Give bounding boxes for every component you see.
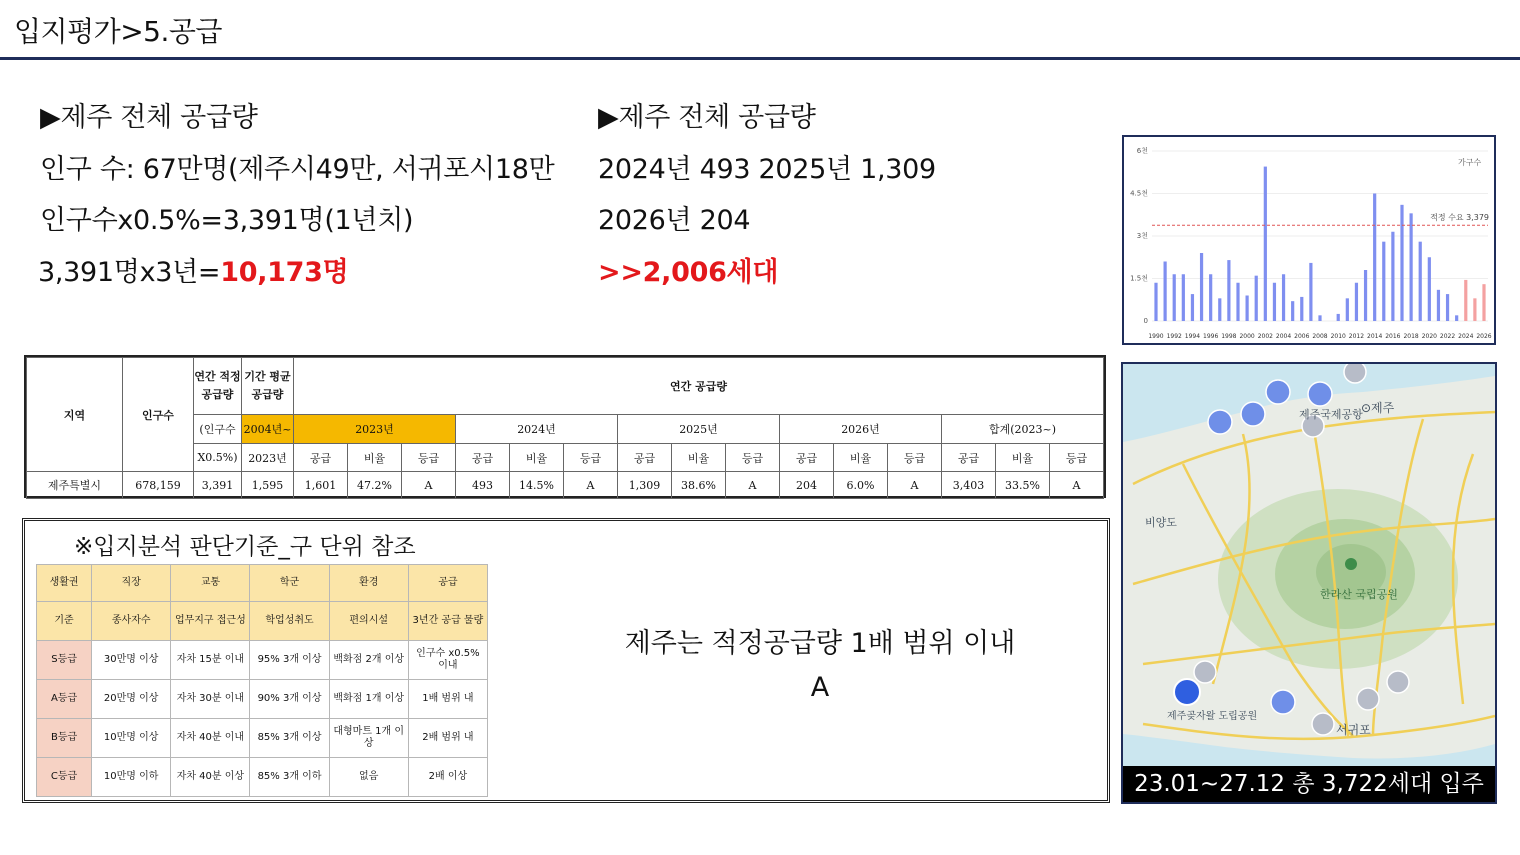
th-supply: 공급	[780, 444, 834, 472]
chart-bar	[1227, 260, 1230, 321]
chart-bar	[1246, 296, 1249, 322]
table-row	[37, 641, 488, 680]
th-grade: 등급	[726, 444, 780, 472]
chart-bar	[1191, 294, 1194, 321]
mountain-marker-icon	[1345, 558, 1357, 570]
chart-bar	[1355, 283, 1358, 321]
supply-2024-2025-line: 2024년 493 2025년 1,309	[598, 154, 936, 185]
criteria-cell: 없음	[329, 758, 408, 797]
three-year-demand-total: 10,173명	[220, 257, 349, 288]
chart-reference-label: 적정 수요 3,379	[1430, 213, 1489, 222]
chart-bar	[1182, 274, 1185, 321]
th-ratio: 비율	[510, 444, 564, 472]
chart-x-tick-label: 2018	[1403, 333, 1419, 340]
criteria-row-label: C등급	[37, 758, 92, 797]
chart-legend: 가구수	[1458, 158, 1482, 167]
th-grade: 등급	[1050, 444, 1104, 472]
cell-2025-grade: A	[726, 472, 780, 499]
chart-bar	[1464, 280, 1467, 321]
criteria-cell: 1배 범위 내	[408, 680, 487, 719]
criteria-header-cell: 환경	[329, 565, 408, 602]
th-grade: 등급	[402, 444, 456, 472]
chart-bar	[1455, 315, 1458, 321]
criteria-cell: 학업성취도	[250, 602, 329, 641]
criteria-cell: 85% 3개 이상	[250, 719, 329, 758]
left-heading: ▶제주 전체 공급량	[40, 102, 258, 133]
th-ratio: 비율	[348, 444, 402, 472]
chart-bar	[1482, 284, 1485, 321]
table-row	[37, 719, 488, 758]
chart-bar	[1382, 242, 1385, 321]
th-period-end: 2023년	[242, 444, 294, 472]
criteria-cell: 인구수 x0.5% 이내	[408, 641, 487, 680]
chart-x-tick-label: 2006	[1294, 333, 1310, 340]
chart-bar	[1391, 232, 1394, 321]
chart-bar	[1419, 242, 1422, 321]
th-region: 지역	[27, 358, 123, 472]
criteria-row-label: A등급	[37, 680, 92, 719]
apartment-pin-icon	[1208, 410, 1232, 434]
th-annual-adequate: 연간 적정 공급량	[194, 358, 242, 415]
th-grade: 등급	[888, 444, 942, 472]
cell-2024-grade: A	[564, 472, 618, 499]
chart-x-tick-label: 1996	[1203, 333, 1219, 340]
chart-bar	[1364, 270, 1367, 321]
jeju-map[interactable]	[1121, 362, 1497, 804]
apartment-pin-icon	[1266, 380, 1290, 404]
cell-population: 678,159	[123, 472, 194, 499]
criteria-header-cell: 직장	[92, 565, 171, 602]
chart-y-tick-label: 4.5천	[1130, 189, 1148, 198]
cell-period-avg: 1,595	[242, 472, 294, 499]
map-label-jeju: ⊙제주	[1361, 401, 1395, 415]
criteria-cell: 30만명 이상	[92, 641, 171, 680]
chart-bar	[1437, 290, 1440, 321]
criteria-cell: 대형마트 1개 이상	[329, 719, 408, 758]
selected-pin-icon	[1174, 679, 1200, 705]
apartment-pin-muted-icon	[1344, 364, 1366, 383]
th-annual-supply: 연간 공급량	[294, 358, 1104, 415]
map-label-seogwipo: 서귀포	[1336, 723, 1371, 737]
chart-bar	[1273, 283, 1276, 321]
criteria-cell: 업무지구 접근성	[171, 602, 250, 641]
criteria-row-label: 기준	[37, 602, 92, 641]
chart-bar	[1164, 262, 1167, 322]
criteria-cell: 자차 30분 이내	[171, 680, 250, 719]
chart-x-tick-label: 2002	[1257, 333, 1273, 340]
chart-x-tick-label: 2008	[1312, 333, 1328, 340]
th-ratio: 비율	[996, 444, 1050, 472]
apartment-pin-muted-icon	[1312, 713, 1334, 735]
cell-region: 제주특별시	[27, 472, 123, 499]
chart-x-tick-label: 2012	[1348, 333, 1365, 340]
three-year-demand-line	[38, 255, 348, 291]
map-label-airport: 제주국제공항	[1299, 408, 1363, 421]
annual-demand-line: 인구수x0.5%=3,391명(1년치)	[40, 205, 414, 236]
th-formula-bottom: X0.5%)	[194, 444, 242, 472]
mid-heading: ▶제주 전체 공급량	[598, 102, 816, 133]
chart-x-tick-label: 2000	[1239, 333, 1255, 340]
chart-y-tick-label: 3천	[1136, 232, 1148, 240]
title-divider	[0, 57, 1520, 60]
three-year-formula: 3,391명x3년=	[38, 257, 221, 288]
th-year-2025: 2025년	[618, 415, 780, 444]
chart-bar	[1446, 294, 1449, 321]
th-year-2024: 2024년	[456, 415, 618, 444]
chart-bar	[1200, 253, 1203, 321]
verdict	[560, 622, 1080, 710]
th-formula-top: (인구수	[194, 415, 242, 444]
criteria-cell: 85% 3개 이하	[250, 758, 329, 797]
chart-bar	[1410, 213, 1413, 321]
criteria-cell: 2배 이상	[408, 758, 487, 797]
chart-x-tick-label: 2010	[1330, 333, 1346, 340]
criteria-header-cell: 교통	[171, 565, 250, 602]
chart-bar	[1400, 205, 1403, 321]
chart-x-tick-label: 2016	[1385, 333, 1401, 340]
chart-y-tick-label: 1.5천	[1130, 274, 1148, 283]
cell-2024-supply: 493	[456, 472, 510, 499]
chart-x-tick-label: 2004	[1275, 333, 1292, 340]
chart-x-tick-label: 2022	[1439, 333, 1456, 340]
cell-2024-ratio: 14.5%	[510, 472, 564, 499]
chart-bar	[1218, 298, 1221, 321]
chart-bar	[1337, 314, 1340, 321]
map-caption: 23.01~27.12 총 3,722세대 입주	[1123, 766, 1495, 802]
verdict-grade: A	[810, 672, 830, 703]
cell-2026-grade: A	[888, 472, 942, 499]
criteria-cell: 2배 범위 내	[408, 719, 487, 758]
chart-x-tick-label: 1994	[1184, 333, 1201, 340]
criteria-cell: 백화점 2개 이상	[329, 641, 408, 680]
household-supply-chart	[1122, 135, 1496, 345]
apartment-pin-muted-icon	[1387, 671, 1409, 693]
table-row	[37, 758, 488, 797]
th-period-start: 2004년~	[242, 415, 294, 444]
criteria-header-cell: 공급	[408, 565, 487, 602]
th-ratio: 비율	[672, 444, 726, 472]
criteria-header-cell: 학군	[250, 565, 329, 602]
criteria-cell: 3년간 공급 물량	[408, 602, 487, 641]
criteria-cell: 편의시설	[329, 602, 408, 641]
chart-bar	[1346, 298, 1349, 321]
chart-bar	[1209, 274, 1212, 321]
map-canvas	[1123, 364, 1495, 766]
table-row	[37, 680, 488, 719]
chart-x-tick-label: 1990	[1148, 333, 1164, 340]
supply-2026-line: 2026년 204	[598, 205, 751, 236]
supply-table	[24, 355, 1106, 498]
cell-2023-grade: A	[402, 472, 456, 499]
cell-2023-supply: 1,601	[294, 472, 348, 499]
th-period-average: 기간 평균 공급량	[242, 358, 294, 415]
chart-y-tick-label: 6천	[1136, 147, 1148, 155]
chart-x-tick-label: 1992	[1166, 333, 1182, 340]
chart-bar	[1236, 283, 1239, 321]
apartment-pin-muted-icon	[1357, 688, 1379, 710]
population-line: 인구 수: 67만명(제주시49만, 서귀포시18만	[40, 154, 555, 185]
apartment-pin-icon	[1241, 402, 1265, 426]
th-supply: 공급	[942, 444, 996, 472]
chart-svg	[1124, 137, 1494, 343]
criteria-cell: 자차 40분 이상	[171, 758, 250, 797]
map-label-hallasan: 한라산 국립공원	[1320, 588, 1398, 601]
cell-adequate: 3,391	[194, 472, 242, 499]
criteria-cell: 자차 15분 이내	[171, 641, 250, 680]
chart-bar	[1373, 194, 1376, 322]
chart-bar	[1473, 298, 1476, 321]
criteria-cell: 20만명 이상	[92, 680, 171, 719]
th-year-2023: 2023년	[294, 415, 456, 444]
criteria-cell: 자차 40분 이내	[171, 719, 250, 758]
criteria-row-label: B등급	[37, 719, 92, 758]
th-population: 인구수	[123, 358, 194, 472]
table-row	[37, 602, 488, 641]
cell-2025-supply: 1,309	[618, 472, 672, 499]
chart-bar	[1282, 274, 1285, 321]
criteria-header-cell: 생활권	[37, 565, 92, 602]
criteria-table	[36, 564, 488, 797]
cell-total-ratio: 33.5%	[996, 472, 1050, 499]
map-label-gotjawal: 제주곶자왈 도립공원	[1167, 711, 1258, 722]
chart-bar	[1309, 263, 1312, 321]
th-supply: 공급	[618, 444, 672, 472]
chart-bar	[1154, 283, 1157, 321]
chart-x-tick-label: 1998	[1221, 333, 1237, 340]
cell-2025-ratio: 38.6%	[672, 472, 726, 499]
th-supply: 공급	[294, 444, 348, 472]
table-row	[27, 472, 1104, 499]
th-supply: 공급	[456, 444, 510, 472]
criteria-cell: 95% 3개 이상	[250, 641, 329, 680]
criteria-cell: 백화점 1개 이상	[329, 680, 408, 719]
cell-total-supply: 3,403	[942, 472, 996, 499]
chart-bar	[1255, 276, 1258, 321]
criteria-heading: ※입지분석 판단기준_구 단위 참조	[74, 534, 416, 560]
chart-bar	[1300, 297, 1303, 321]
page-title: 입지평가>5.공급	[14, 15, 222, 48]
cell-2026-ratio: 6.0%	[834, 472, 888, 499]
chart-bar	[1291, 301, 1294, 321]
verdict-text: 제주는 적정공급량 1배 범위 이내	[624, 628, 1016, 659]
chart-x-tick-label: 2014	[1367, 333, 1383, 340]
supply-total-highlight: >>2,006세대	[598, 257, 779, 288]
chart-bar	[1428, 257, 1431, 321]
chart-bar	[1318, 315, 1321, 321]
th-grade: 등급	[564, 444, 618, 472]
cell-2023-ratio: 47.2%	[348, 472, 402, 499]
cell-2026-supply: 204	[780, 472, 834, 499]
chart-x-tick-label: 2024	[1458, 333, 1474, 340]
chart-bar	[1264, 167, 1267, 321]
criteria-row-label: S등급	[37, 641, 92, 680]
map-label-biyangdo: 비양도	[1145, 516, 1177, 529]
th-ratio: 비율	[834, 444, 888, 472]
chart-x-tick-label: 2020	[1421, 333, 1437, 340]
apartment-pin-icon	[1308, 382, 1332, 406]
th-year-2026: 2026년	[780, 415, 942, 444]
criteria-cell: 10만명 이상	[92, 719, 171, 758]
cell-total-grade: A	[1050, 472, 1104, 499]
chart-bar	[1173, 274, 1176, 321]
chart-x-tick-label: 2026	[1476, 333, 1492, 340]
criteria-cell: 10만명 이하	[92, 758, 171, 797]
criteria-cell: 종사자수	[92, 602, 171, 641]
criteria-cell: 90% 3개 이상	[250, 680, 329, 719]
apartment-pin-muted-icon	[1194, 661, 1216, 683]
chart-y-tick-label: 0	[1143, 317, 1148, 325]
th-year-total: 합계(2023~)	[942, 415, 1104, 444]
apartment-pin-icon	[1271, 690, 1295, 714]
